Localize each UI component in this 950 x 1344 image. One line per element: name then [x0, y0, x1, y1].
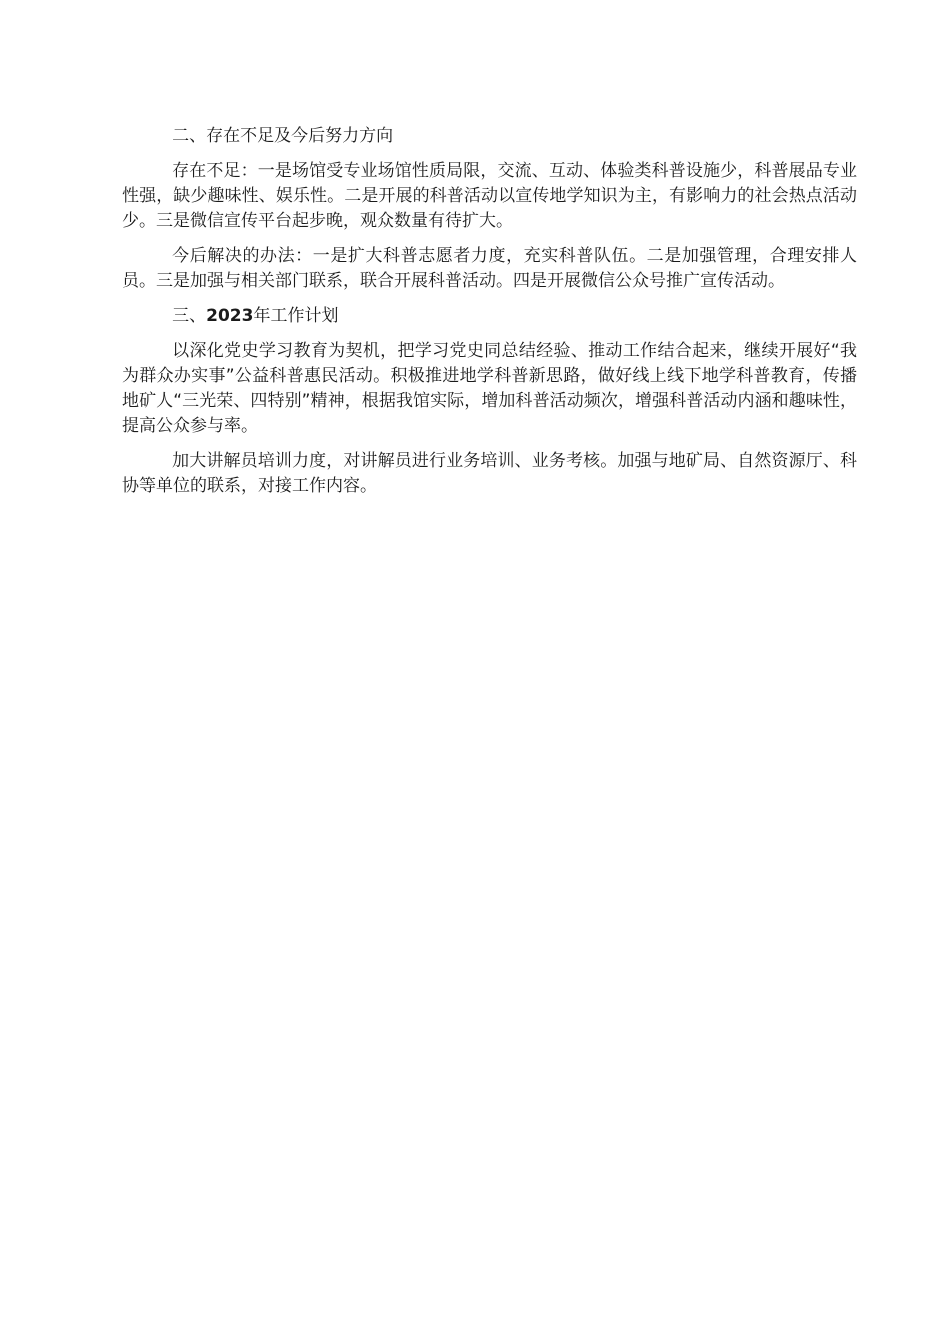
- section-3-suffix: 年工作计划: [253, 306, 339, 326]
- section-3-prefix: 三、: [172, 306, 207, 326]
- section-3-year: 2023: [206, 306, 254, 326]
- plan-paragraph-1: 以深化党史学习教育为契机，把学习党史同总结经验、推动工作结合起来，继续开展好“我为群众办实事”公益科普惠民活动。积极推进地学科普新思路，做好线上线下地学科普教育，传播地矿人“三光荣、四特别”精神，根据我馆实际，增加科普活动频次，增强科普活动内涵和趣味性，提高公众参与率。: [122, 341, 857, 436]
- shortcomings-paragraph: 存在不足：一是场馆受专业场馆性质局限，交流、互动、体验类科普设施少，科普展品专业性强，缺少趣味性、娱乐性。二是开展的科普活动以宣传地学知识为主，有影响力的社会热点活动少。三是微信宣传平台起步晚，观众数量有待扩大。: [122, 161, 857, 231]
- section-2-heading: 二、存在不足及今后努力方向: [172, 126, 394, 146]
- document-body: [122, 124, 857, 509]
- solutions-paragraph: 今后解决的办法：一是扩大科普志愿者力度，充实科普队伍。二是加强管理，合理安排人员。三是加强与相关部门联系，联合开展科普活动。四是开展微信公众号推广宣传活动。: [122, 246, 857, 291]
- plan-paragraph-2: 加大讲解员培训力度，对讲解员进行业务培训、业务考核。加强与地矿局、自然资源厅、科协等单位的联系，对接工作内容。: [122, 451, 857, 496]
- section-3-heading: [122, 304, 857, 329]
